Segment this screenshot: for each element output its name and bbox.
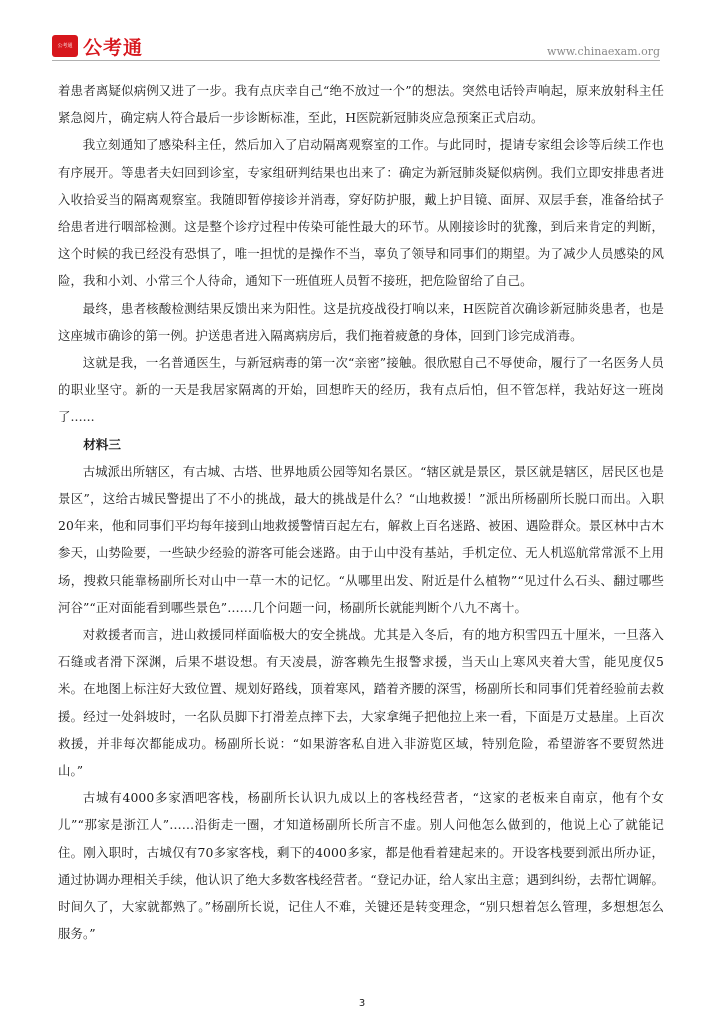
document-body	[58, 77, 664, 948]
logo[interactable]	[52, 35, 143, 57]
paragraph: 古城派出所辖区，有古城、古塔、世界地质公园等知名景区。“辖区就是景区，景区就是辖区，居民区也是景区”，这给古城民警提出了不小的挑战，最大的挑战是什么？“山地救援！”派出所杨副所长脱口而出。入职20年来，他和同事们平均每年接到山地救援警情百起左右，解救上百名迷路、被困、遇险群众。景区林中古木参天，山势险要，一些缺少经验的游客可能会迷路。由于山中没有基站，手机定位、无人机巡航常常派不上用场，搜救只能靠杨副所长对山中一草一木的记忆。“从哪里出发、附近是什么植物”“见过什么石头、翻过哪些河谷”“正对面能看到哪些景色”……几个问题一问，杨副所长就能判断个八九不离十。	[58, 463, 664, 615]
paragraph: 最终，患者核酸检测结果反馈出来为阳性。这是抗疫战役打响以来，H医院首次确诊新冠肺炎患者，也是这座城市确诊的第一例。护送患者进入隔离病房后，我们拖着疲惫的身体，回到门诊完成消毒。	[58, 300, 664, 343]
page-number: 3	[358, 998, 366, 1009]
paragraph: 着患者离疑似病例又进了一步。我有点庆幸自己“绝不放过一个”的想法。突然电话铃声响起，原来放射科主任紧急阅片，确定病人符合最后一步诊断标准，至此，H医院新冠肺炎应急预案正式启动。	[58, 83, 664, 126]
site-url[interactable]: www.chinaexam.org	[547, 45, 660, 58]
page-header	[0, 0, 724, 70]
paragraph: 古城有4000多家酒吧客栈，杨副所长认识九成以上的客栈经营者，“这家的老板来自南京，他有个女儿”“那家是浙江人”……沿街走一圈，才知道杨副所长所言不虚。别人问他怎么做到的，他说上心了就能记住。刚入职时，古城仅有70多家客栈，剩下的4000多家，都是他看着建起来的。开设客栈要到派出所办证，通过协调办理相关手续，他认识了绝大多数客栈经营者。“登记办证，给人家出主意；遇到纠纷，去帮忙调解。时间久了，大家就都熟了。”杨副所长说，记住人不难，关键还是转变理念，“别只想着怎么管理，多想想怎么服务。”	[58, 790, 664, 942]
paragraph: 这就是我，一名普通医生，与新冠病毒的第一次“亲密”接触。很欣慰自己不辱使命，履行了一名医务人员的职业坚守。新的一天是我居家隔离的开始，回想昨天的经历，我有点后怕，但不管怎样，我站好这一班岗了......	[58, 355, 664, 425]
section-title: 材料三	[83, 436, 121, 452]
header-divider	[52, 60, 660, 61]
paragraph: 我立刻通知了感染科主任，然后加入了启动隔离观察室的工作。与此同时，提请专家组会诊等后续工作也有序展开。等患者夫妇回到诊室，专家组研判结果也出来了：确定为新冠肺炎疑似病例。我们立即安排患者进入收拾妥当的隔离观察室。我随即暂停接诊并消毒，穿好防护服，戴上护目镜、面屏、双层手套，准备给拭子给患者进行咽部检测。这是整个诊疗过程中传染可能性最大的环节。从刚接诊时的犹豫，到后来肯定的判断，这个时候的我已经没有恐惧了，唯一担忧的是操作不当，辜负了领导和同事们的期望。为了减少人员感染的风险，我和小刘、小常三个人待命，通知下一班值班人员暂不接班，把危险留给了自己。	[58, 137, 664, 289]
logo-badge-icon: 公考通	[52, 35, 78, 57]
logo-text: 公考通	[83, 36, 144, 59]
paragraph: 对救援者而言，进山救援同样面临极大的安全挑战。尤其是入冬后，有的地方积雪四五十厘米，一旦落入石缝或者滑下深渊，后果不堪设想。有天凌晨，游客赖先生报警求援，当天山上寒风夹着大雪，能见度仅5米。在地图上标注好大致位置、规划好路线，顶着寒风，踏着齐腰的深雪，杨副所长和同事们凭着经验前去救援。经过一处斜坡时，一名队员脚下打滑差点摔下去，大家拿绳子把他拉上来一看，下面是万丈悬崖。上百次救援，并非每次都能成功。杨副所长说：“如果游客私自进入非游览区域，特别危险，希望游客不要贸然进山。”	[58, 627, 664, 779]
